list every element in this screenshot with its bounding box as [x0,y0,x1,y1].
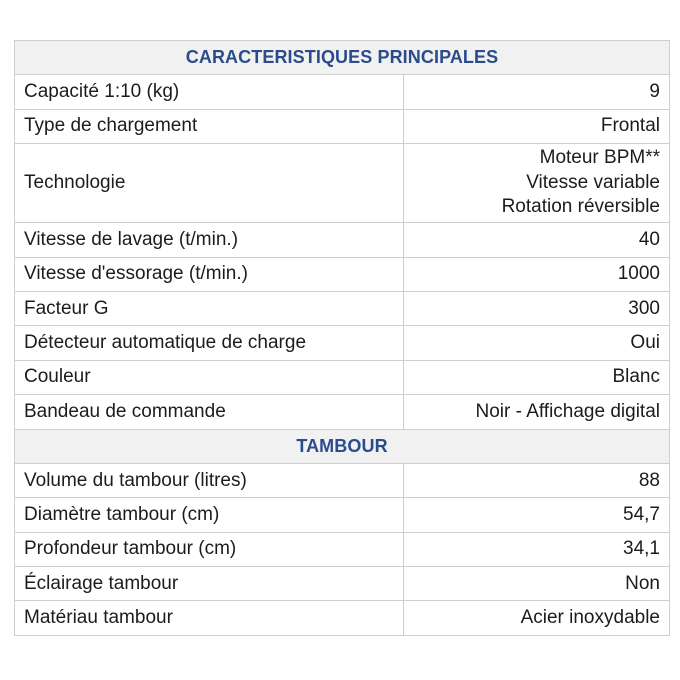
row-value: Oui [630,332,660,354]
table-row [15,326,669,360]
row-value: Acier inoxydable [520,607,660,629]
table-row [15,110,669,144]
table-row [15,258,669,292]
row-label: Volume du tambour (litres) [15,464,404,497]
row-label: Type de chargement [15,110,404,143]
row-value: Blanc [612,366,660,388]
value-line: Vitesse variable [526,171,660,193]
table-row [15,75,669,109]
table-row [15,567,669,601]
row-value: 300 [628,297,660,319]
row-value: Noir - Affichage digital [475,400,660,422]
row-label: Éclairage tambour [15,567,404,600]
table-row [15,395,669,429]
spec-table [14,40,670,636]
row-label: Couleur [15,361,404,394]
row-value: 9 [649,81,660,103]
table-row [15,292,669,326]
table-row [15,464,669,498]
section-header-main-characteristics [15,41,669,75]
row-label: Bandeau de commande [15,395,404,428]
row-label: Matériau tambour [15,601,404,634]
section-title: TAMBOUR [296,435,388,456]
row-value: 54,7 [623,503,660,525]
row-label: Détecteur automatique de charge [15,326,404,359]
row-value: 34,1 [623,538,660,560]
value-line: Rotation réversible [501,196,660,218]
table-row [15,223,669,257]
row-value-multiline [404,144,669,222]
table-row [15,533,669,567]
row-value: Frontal [600,115,660,137]
table-row [15,498,669,532]
value-line: Moteur BPM** [539,147,660,169]
row-label: Capacité 1:10 (kg) [15,75,404,108]
row-value: 1000 [617,263,660,285]
row-label: Technologie [15,144,404,222]
table-row [15,361,669,395]
section-title: CARACTERISTIQUES PRINCIPALES [185,47,499,68]
table-row-technology [15,144,669,223]
row-label: Facteur G [15,292,404,325]
row-label: Vitesse de lavage (t/min.) [15,223,404,256]
table-row [15,601,669,635]
row-label: Diamètre tambour (cm) [15,498,404,531]
row-value: 40 [638,228,660,250]
row-label: Vitesse d'essorage (t/min.) [15,258,404,291]
row-value: Non [625,572,660,594]
section-header-drum [15,430,669,464]
row-label: Profondeur tambour (cm) [15,533,404,566]
row-value: 88 [638,469,660,491]
